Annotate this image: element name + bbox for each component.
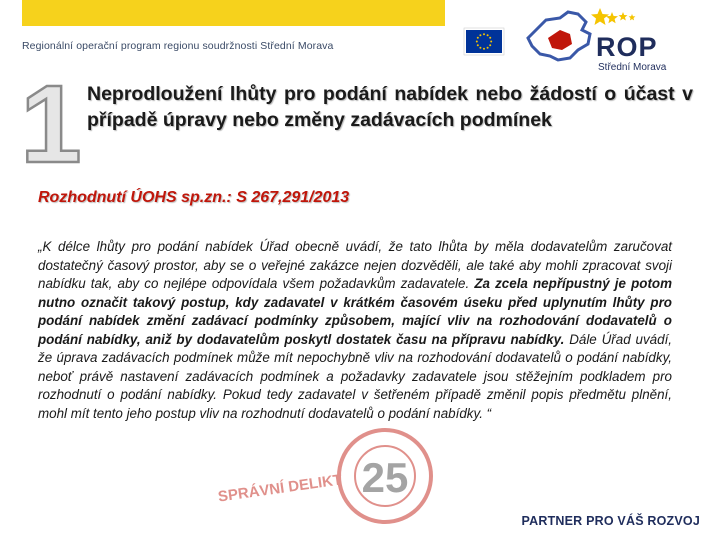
- program-subtitle: Regionální operační program regionu soudržnosti Střední Morava: [22, 40, 334, 52]
- rop-tagline: Střední Morava: [598, 62, 667, 73]
- quote-part-1: „K délce lhůty pro podání nabídek Úřad obecně uvádí, že tato lhůta by měla dodavatelům zaručovat dostatečný časový prostor, aby se o veřejné zakázce nejen dozvěděli, ale také aby mohli zpracovat svoji nabídku tak, aby co nejlépe odpovídala všem požadavkům zadavatele.: [38, 239, 672, 291]
- stamp-number: 25: [361, 454, 409, 501]
- decision-reference: Rozhodnutí ÚOHS sp.zn.: S 267,291/2013: [38, 189, 350, 206]
- eu-flag-icon: [464, 28, 504, 55]
- quote-bold-part: Za zcela nepřípustný je potom nutno označit takový postup, kdy zadavatel v krátkém časovém úseku před uplynutím lhůty pro podání nabídek změní zadávací podmínky způsobem, mající vliv na rozhodování dodavatelů o podání nabídky, aniž by dodavatelům poskytl dostatek času na přípravu nabídky.: [38, 276, 672, 347]
- stamp-icon: [216, 418, 450, 526]
- quote-part-2: Dále Úřad uvádí, že úprava zadávacích podmínek může mít nepochybně vliv na rozhodování dodavatelů o podání nabídky, neboť právě nastavení zadávacích podmínek a požadavky zadavatele jsou stěžejním podkladem pro rozhodnutí o podání nabídky. Pokud tedy zadavatel v šetřeném případě změnil popis předmětu plnění, mohl mít tento jeho postup vliv na rozhodnutí dodavatelů o podání nabídky. “: [38, 331, 673, 421]
- stars-icon: [591, 8, 635, 25]
- svg-text:1: 1: [20, 63, 82, 186]
- slide-title: Neprodloužení lhůty pro podání nabídek nebo žádostí o účast v případě úpravy nebo změny zadávacích podmínek: [87, 83, 693, 131]
- quote-text: [38, 238, 672, 423]
- stamp-text: SPRÁVNÍ DELIKT: [216, 471, 344, 506]
- rop-logo: [512, 0, 720, 76]
- slide-number: [20, 63, 82, 186]
- rop-brand: ROP: [596, 32, 658, 62]
- partner-slogan: PARTNER PRO VÁŠ ROZVOJ: [521, 514, 700, 528]
- top-yellow-bar: [22, 0, 445, 26]
